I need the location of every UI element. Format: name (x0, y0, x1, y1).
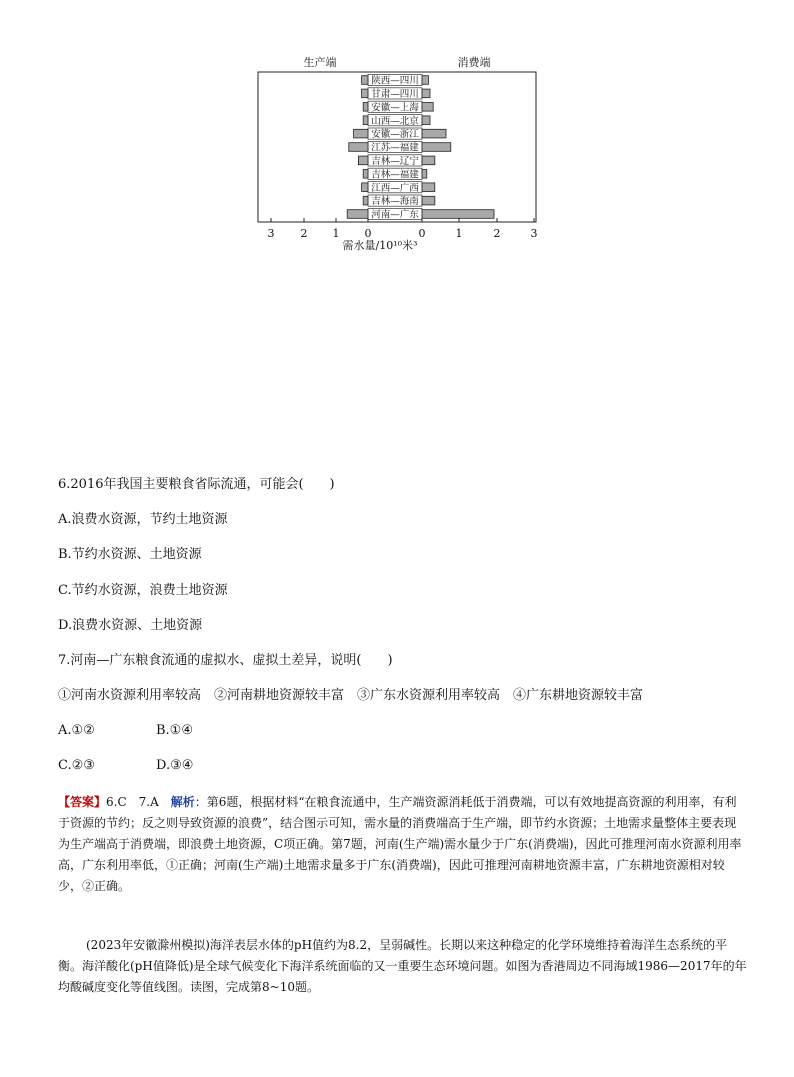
producer-bar (363, 103, 368, 112)
x-tick-label: 0 (364, 227, 372, 240)
category-label: 吉林—福建 (371, 169, 419, 181)
question-6-option-c: C.节约水资源，浪费土地资源 (58, 583, 228, 598)
consumer-header: 消费端 (457, 56, 491, 69)
explanation-label: 解析 (170, 795, 195, 809)
question-7-stem: 7.河南—广东粮食流通的虚拟水、虚拟土差异，说明( ) (58, 653, 393, 668)
consumer-bar (422, 196, 435, 205)
consumer-bar (422, 103, 433, 112)
answer-explanation (58, 792, 748, 897)
producer-bar (362, 89, 368, 98)
category-label: 河南—广东 (371, 209, 419, 221)
x-tick-label: 3 (267, 227, 275, 240)
passage-8-10: (2023年安徽滁州模拟)海洋表层水体的pH值约为8.2，呈弱碱性。长期以来这种稳定的化学环境维持着海洋生态系统的平衡。海洋酸化(pH值降低)是全球气候变化下海洋系统面临的又一重要生态环境问题。如图为香港周边不同海域1986—2017年的年均酸碱度变化等值线图。读图，完成第8~10题。 (58, 938, 747, 994)
consumer-bar (422, 183, 435, 192)
question-7-option-b: B.①④ (156, 723, 193, 738)
consumer-bar (422, 89, 430, 98)
category-label: 山西—北京 (371, 115, 419, 127)
question-7-option-c: C.②③ (58, 758, 95, 773)
producer-bar (349, 143, 368, 152)
producer-bar (363, 170, 368, 179)
water-demand-chart (0, 0, 794, 260)
x-tick-label: 1 (332, 227, 340, 240)
consumer-bar (422, 143, 451, 152)
consumer-bar (422, 156, 435, 165)
land-demand-chart-svg (0, 258, 794, 468)
answer-keys: 6.C 7.A (106, 795, 171, 809)
category-label: 吉林—海南 (371, 196, 419, 208)
consumer-bar (422, 116, 430, 125)
land-demand-chart (0, 258, 794, 468)
x-tick-label: 1 (455, 227, 463, 240)
category-label: 江苏—福建 (371, 142, 419, 154)
producer-bar (347, 210, 368, 219)
producer-bar (363, 196, 368, 205)
explanation-text: ：第6题，根据材料“在粮食流通中，生产端资源消耗低于消费端，可以有效地提高资源的利用率，有利于资源的节约；反之则导致资源的浪费”，结合图示可知，需水量的消费端高于生产端，即节约水资源；土地需求量整体主要表现为生产端高于消费端，即浪费土地资源，C项正确。第7题，河南(生产端)需水量少于广东(消费端)，因此可推理河南水资源利用率高，广东利用率低，①正确；河南(生产端)土地需求量多于广东(消费端)，因此可推理河南耕地资源丰富，广东耕地资源相对较少，②正确。 (58, 795, 742, 893)
x-tick-label: 2 (493, 227, 501, 240)
x-tick-label: 3 (530, 227, 538, 240)
producer-bar (362, 76, 368, 85)
question-7-statements: ①河南水资源利用率较高 ②河南耕地资源较丰富 ③广东水资源利用率较高 ④广东耕地资源较丰富 (58, 688, 644, 703)
x-tick-label: 0 (418, 227, 426, 240)
category-label: 吉林—辽宁 (371, 156, 419, 167)
category-label: 安徽—浙江 (371, 129, 419, 141)
producer-bar (354, 129, 368, 138)
question-6-option-a: A.浪费水资源，节约土地资源 (58, 512, 228, 527)
producer-header: 生产端 (303, 56, 337, 69)
consumer-bar (422, 129, 446, 138)
question-7-option-d: D.③④ (156, 758, 194, 773)
water-demand-chart-svg (0, 0, 794, 260)
question-6-stem: 6.2016年我国主要粮食省际流通，可能会( ) (58, 477, 335, 492)
category-label: 江西—广西 (371, 182, 419, 194)
consumer-bar (422, 76, 428, 85)
x-tick-label: 2 (300, 227, 308, 240)
consumer-bar (422, 210, 494, 219)
consumer-bar (422, 170, 427, 179)
question-6-option-d: D.浪费水资源、土地资源 (58, 618, 203, 633)
producer-bar (363, 116, 368, 125)
category-label: 陕西—四川 (371, 75, 419, 87)
producer-bar (358, 156, 368, 165)
category-label: 安徽—上海 (371, 102, 419, 114)
question-7-option-a: A.①② (58, 723, 95, 738)
producer-bar (362, 183, 368, 192)
x-axis-label: 需水量/10¹⁰米³ (342, 239, 418, 252)
category-label: 甘肃—四川 (371, 89, 419, 100)
question-6-option-b: B.节约水资源、土地资源 (58, 547, 202, 562)
answer-tag: 【答案】 (58, 795, 107, 809)
